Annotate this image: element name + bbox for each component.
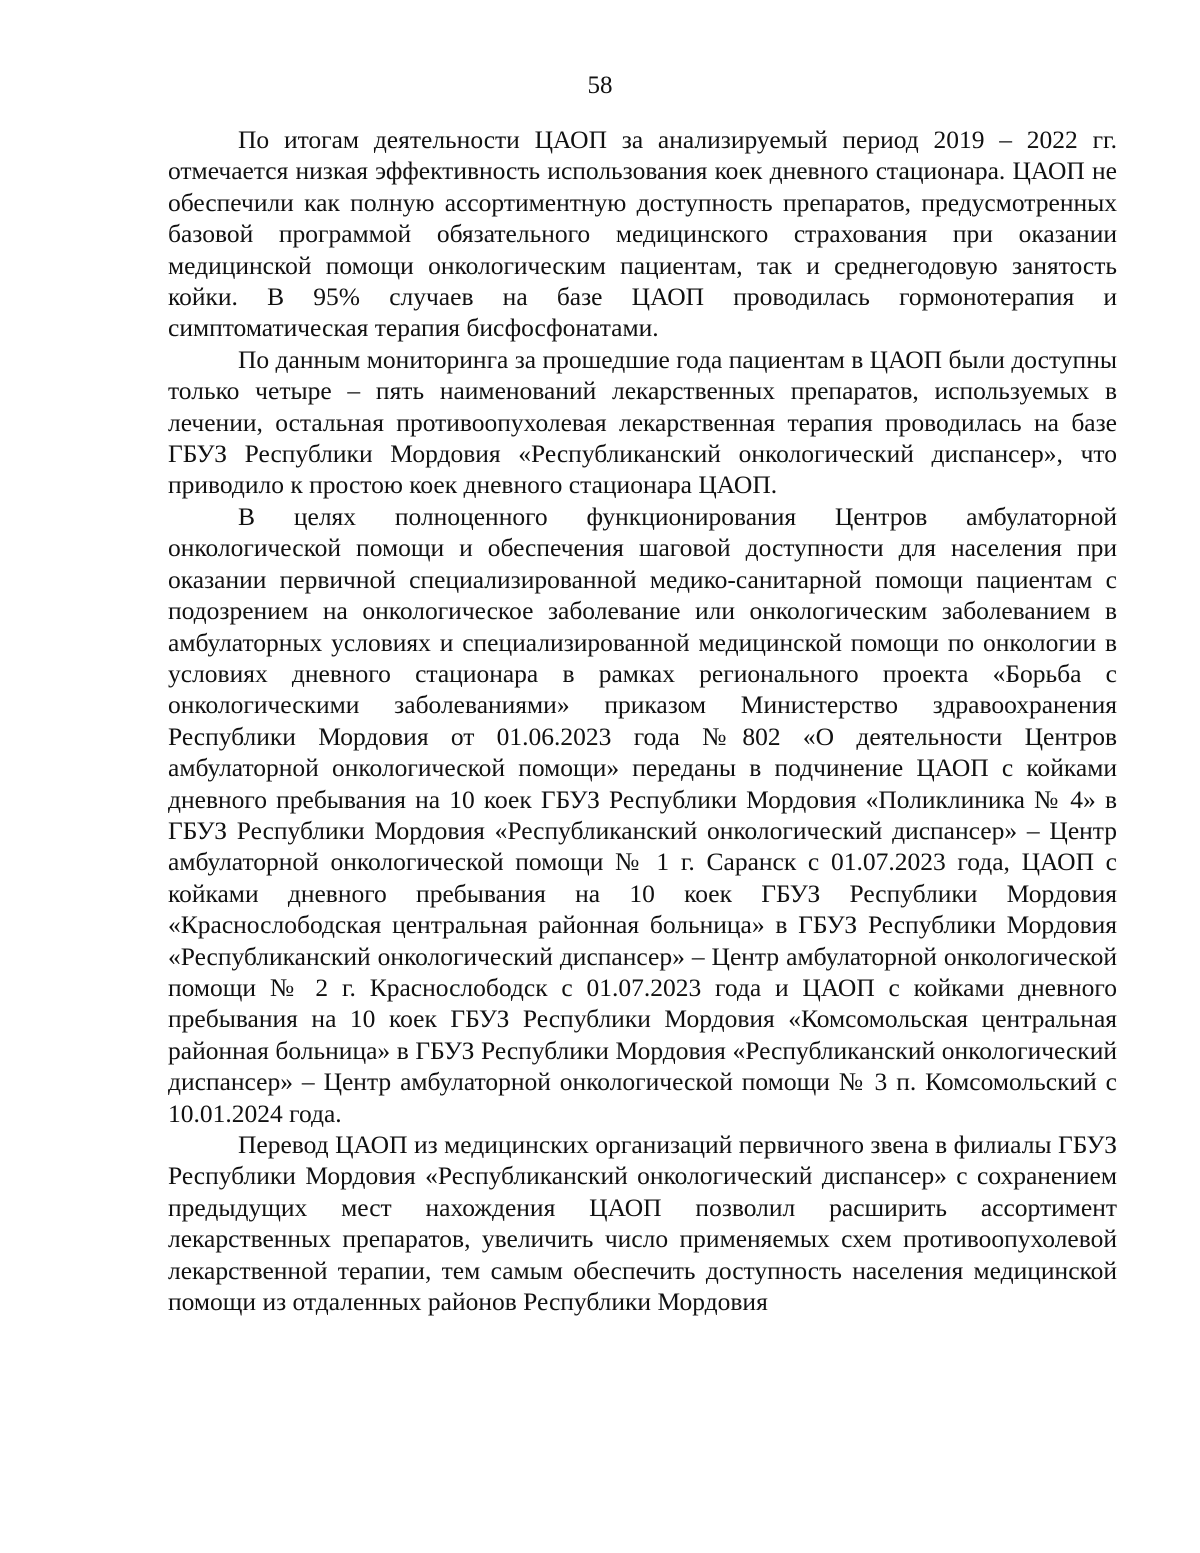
paragraph-results-2019-2022: По итогам деятельности ЦАОП за анализируемый период 2019 – 2022 гг. отмечается низкая эффективность использования коек дневного стационара. ЦАОП не обеспечили как полную ассортиментную доступность препаратов, предусмотренных базовой программой обязательного медицинского страхования при оказании медицинской помощи онкологическим пациентам, так и среднегодовую занятость койки. В 95% случаев на базе ЦАОП проводилась гормонотерапия и симптоматическая терапия бисфосфонатами. xyxy=(168,125,1117,343)
paragraph-monitoring-data: По данным мониторинга за прошедшие года пациентам в ЦАОП были доступны только четыре – пять наименований лекарственных препаратов, используемых в лечении, остальная противоопухолевая лекарственная терапия проводилась на базе ГБУЗ Республики Мордовия «Республиканский онкологический диспансер», что приводило к простою коек дневного стационара ЦАОП. xyxy=(168,344,1117,500)
page-number: 58 xyxy=(587,72,613,99)
document-body xyxy=(168,124,1117,1317)
paragraph-order-802: В целях полноценного функционирования Центров амбулаторной онкологической помощи и обеспечения шаговой доступности для населения при оказании первичной специализированной медико-санитарной помощи пациентам с подозрением на онкологическое заболевание или онкологическим заболеванием в амбулаторных условиях и специализированной медицинской помощи по онкологии в условиях дневного стационара в рамках регионального проекта «Борьба с онкологическими заболеваниями» приказом Министерство здравоохранения Республики Мордовия от 01.06.2023 года №802 «О деятельности Центров амбулаторной онкологической помощи» переданы в подчинение ЦАОП с койками дневного пребывания на 10 коек ГБУЗ Республики Мордовия «Поликлиника № 4» в ГБУЗ Республики Мордовия «Республиканский онкологический диспансер» – Центр амбулаторной онкологической помощи № 1 г. Саранск с 01.07.2023 года, ЦАОП с койками дневного пребывания на 10 коек ГБУЗ Республики Мордовия «Краснослободская центральная районная больница» в ГБУЗ Республики Мордовия «Республиканский онкологический диспансер» – Центр амбулаторной онкологической помощи № 2 г. Краснослободск с 01.07.2023 года и ЦАОП с койками дневного пребывания на 10 коек ГБУЗ Республики Мордовия «Комсомольская центральная районная больница» в ГБУЗ Республики Мордовия «Республиканский онкологический диспансер» – Центр амбулаторной онкологической помощи № 3 п. Комсомольский с 10.01.2024 года. xyxy=(168,501,1117,1128)
paragraph-transfer-to-branches: Перевод ЦАОП из медицинских организаций первичного звена в филиалы ГБУЗ Республики Мордовия «Республиканский онкологический диспансер» с сохранением предыдущих мест нахождения ЦАОП позволил расширить ассортимент лекарственных препаратов, увеличить число применяемых схем противоопухолевой лекарственной терапии, тем самым обеспечить доступность населения медицинской помощи из отдаленных районов Республики Мордовия xyxy=(168,1130,1117,1317)
